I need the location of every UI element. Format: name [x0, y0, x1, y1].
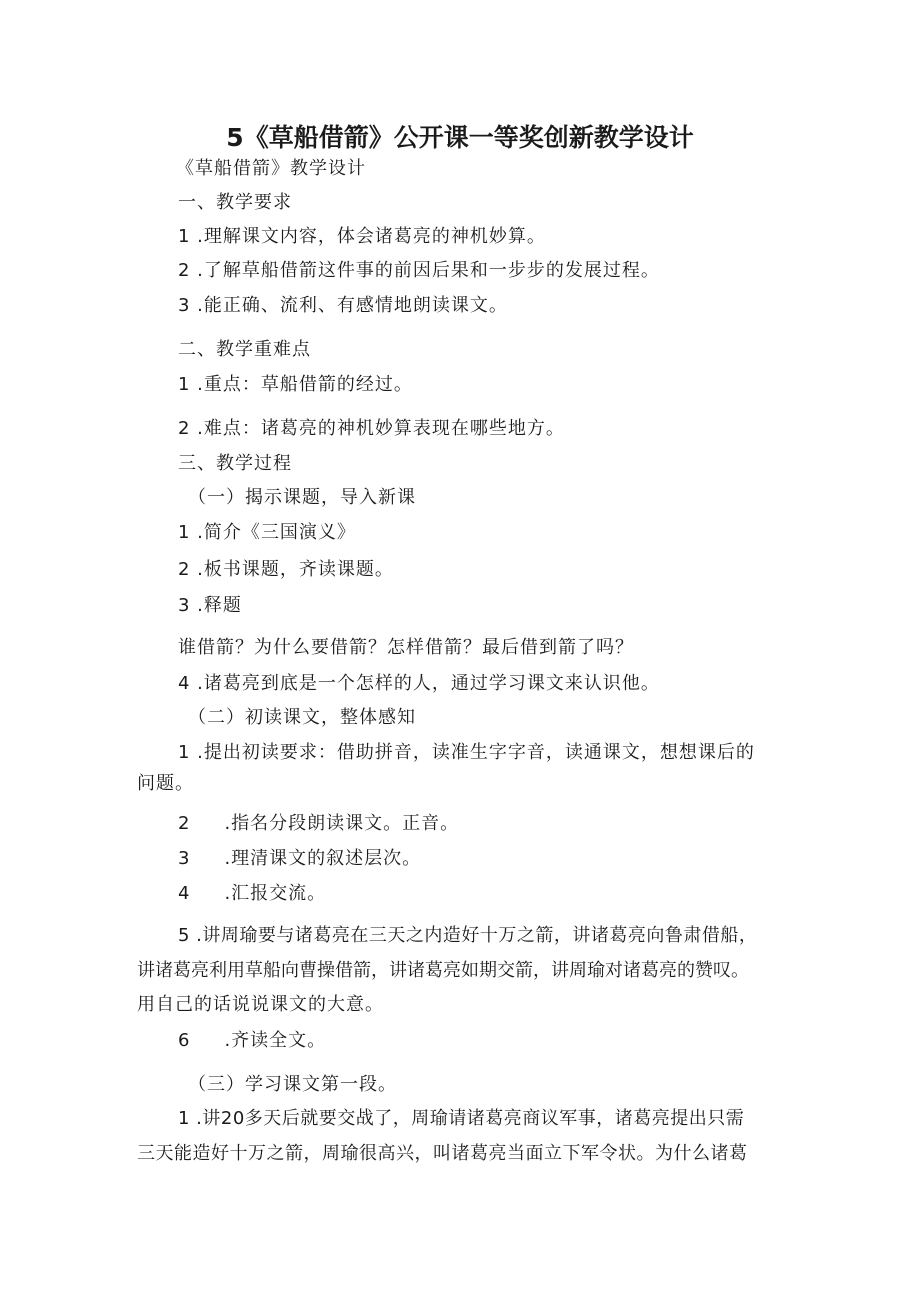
section-heading-2: 二、教学重难点 — [178, 339, 311, 360]
step-3-1-continued: 三天能造好十万之箭，周瑜很高兴，叫诸葛亮当面立下军令状。为什么诸葛 — [137, 1143, 748, 1164]
difficult-point: 2 .难点：诸葛亮的神机妙算表现在哪些地方。 — [178, 418, 565, 439]
step-2-6 — [178, 1029, 326, 1053]
step-2-5-continued: 讲诸葛亮利用草船向曹操借箭，讲诸葛亮如期交箭，讲周瑜对诸葛亮的赞叹。 — [137, 960, 749, 981]
requirement-2: 2 .了解草船借箭这件事的前因后果和一步步的发展过程。 — [178, 260, 660, 281]
document-title: 5《草船借箭》公开课一等奖创新教学设计 — [226, 123, 694, 152]
step-number: 3 — [178, 848, 191, 869]
requirement-3: 3 .能正确、流利、有感情地朗读课文。 — [178, 295, 508, 316]
question-line: 谁借箭？为什么要借箭？怎样借箭？最后借到箭了吗？ — [178, 637, 634, 658]
step-number: 6 — [178, 1030, 191, 1051]
subsection-heading-2: （二）初读课文，整体感知 — [188, 707, 416, 728]
step-2-5-end: 用自己的话说说课文的大意。 — [137, 994, 384, 1015]
section-heading-1: 一、教学要求 — [178, 192, 292, 213]
step-2-3 — [178, 847, 421, 871]
step-number: 4 — [178, 883, 191, 904]
step-1-4: 4 .诸葛亮到底是一个怎样的人，通过学习课文来认识他。 — [178, 673, 660, 694]
subsection-heading-3: （三）学习课文第一段。 — [188, 1074, 397, 1095]
subsection-heading-1: （一）揭示课题，导入新课 — [188, 487, 416, 508]
step-2-2 — [178, 812, 459, 836]
step-text: .理清课文的叙述层次。 — [224, 848, 422, 869]
requirement-1: 1 .理解课文内容，体会诸葛亮的神机妙算。 — [178, 226, 546, 247]
key-point: 1 .重点：草船借箭的经过。 — [178, 374, 413, 395]
step-1-3: 3 .释题 — [178, 595, 242, 616]
step-1-1: 1 .简介《三国演义》 — [178, 522, 356, 543]
step-2-1: 1 .提出初读要求：借助拼音，读准生字字音，读通课文，想想课后的 — [178, 742, 755, 763]
step-text: .指名分段朗读课文。正音。 — [224, 813, 460, 834]
step-2-5: 5 .讲周瑜要与诸葛亮在三天之内造好十万之箭，讲诸葛亮向鲁肃借船， — [178, 925, 758, 946]
section-heading-3: 三、教学过程 — [178, 453, 292, 474]
step-2-1-continued: 问题。 — [137, 773, 194, 794]
step-text: .齐读全文。 — [224, 1030, 327, 1051]
step-2-4 — [178, 882, 326, 906]
subtitle: 《草船借箭》教学设计 — [176, 158, 366, 179]
step-text: .汇报交流。 — [224, 883, 327, 904]
step-number: 2 — [178, 813, 191, 834]
step-3-1: 1 .讲20多天后就要交战了，周瑜请诸葛亮商议军事，诸葛亮提出只需 — [178, 1108, 745, 1129]
step-1-2: 2 .板书课题，齐读课题。 — [178, 559, 394, 580]
